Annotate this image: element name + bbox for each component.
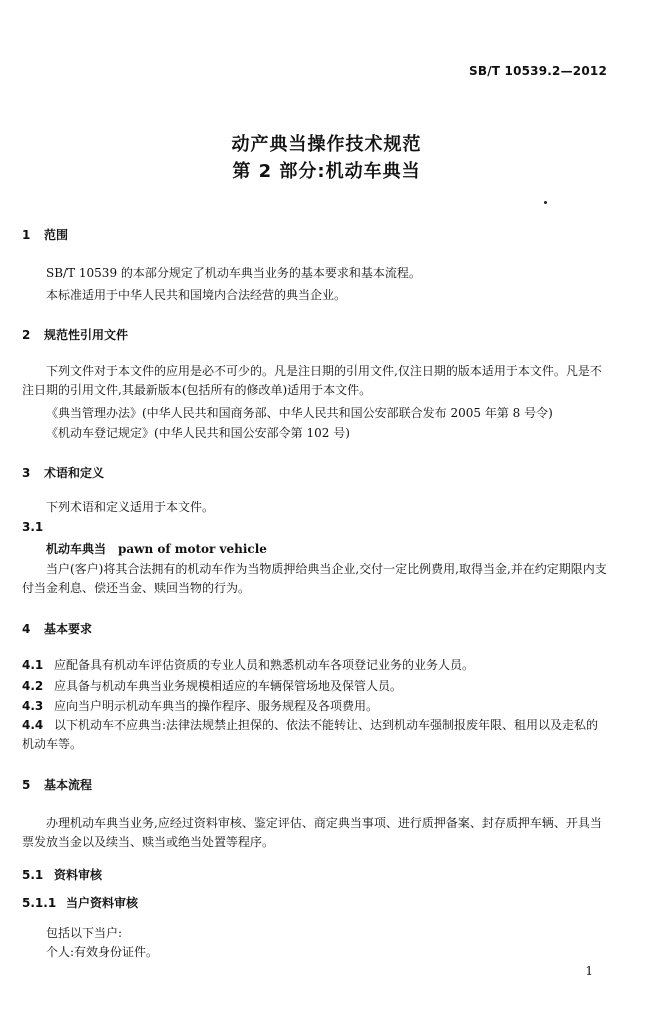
section-number: 1 <box>22 228 31 242</box>
standard-code: SB/T 10539.2—2012 <box>469 64 607 78</box>
item-text: 应配备具有机动车评估资质的专业人员和熟悉机动车各项登记业务的业务人员。 <box>54 658 475 672</box>
section-number: 2 <box>22 328 31 342</box>
page-number: 1 <box>585 964 593 978</box>
section-2-paragraph: 下列文件对于本文件的应用是必不可少的。凡是注日期的引用文件,仅注日期的版本适用于本文件。凡是不注日期的引用文件,其最新版本(包括所有的修改单)适用于本文件。 <box>22 364 602 397</box>
section-1-heading <box>22 226 68 243</box>
item-number: 4.4 <box>22 718 44 732</box>
section-title: 规范性引用文件 <box>44 328 129 342</box>
requirement-item <box>22 716 607 754</box>
section-3-paragraph: 下列术语和定义适用于本文件。 <box>46 500 215 514</box>
section-4-heading <box>22 620 92 637</box>
item-text: 应具备与机动车典当业务规模相适应的车辆保管场地及保管人员。 <box>54 679 403 693</box>
list-item: 个人:有效身份证件。 <box>46 945 159 959</box>
subsection-title: 资料审核 <box>54 868 103 882</box>
section-1-paragraph-1: SB/T 10539 的本部分规定了机动车典当业务的基本要求和基本流程。 <box>46 266 421 280</box>
term-english: pawn of motor vehicle <box>118 542 267 556</box>
section-title: 基本流程 <box>44 778 93 792</box>
section-2-heading <box>22 326 128 343</box>
section-title: 范围 <box>44 228 69 242</box>
section-3-heading <box>22 464 104 481</box>
subsection-5-1-heading <box>22 866 102 883</box>
item-text: 以下机动车不应典当:法律法规禁止担保的、依法不能转让、达到机动车强制报废年限、租用以及走私的机动车等。 <box>22 718 599 751</box>
reference-1: 《典当管理办法》(中华人民共和国商务部、中华人民共和国公安部联合发布 2005 年第 8 号令) <box>46 406 553 420</box>
section-5-heading <box>22 776 92 793</box>
reference-2: 《机动车登记规定》(中华人民共和国公安部令第 102 号) <box>46 426 350 440</box>
subsection-number: 5.1.1 <box>22 896 57 910</box>
section-number: 5 <box>22 778 31 792</box>
term-entry <box>46 540 267 557</box>
clause-number: 3.1 <box>22 520 44 534</box>
section-1-paragraph-2: 本标准适用于中华人民共和国境内合法经营的典当企业。 <box>46 288 347 302</box>
requirement-item <box>22 677 607 696</box>
requirement-item <box>22 697 607 716</box>
section-title: 术语和定义 <box>44 466 105 480</box>
item-number: 4.1 <box>22 658 44 672</box>
item-number: 4.2 <box>22 679 44 693</box>
term-chinese: 机动车典当 <box>46 542 107 556</box>
requirement-item <box>22 656 607 675</box>
scan-speck <box>544 201 547 204</box>
document-subtitle: 第 2 部分:机动车典当 <box>232 161 421 182</box>
section-number: 3 <box>22 466 31 480</box>
section-title: 基本要求 <box>44 622 93 636</box>
section-number: 4 <box>22 622 31 636</box>
section-5-paragraph: 办理机动车典当业务,应经过资料审核、鉴定评估、商定典当事项、进行质押备案、封存质押车辆、开具当票发放当金以及续当、赎当或绝当处置等程序。 <box>22 816 602 849</box>
document-title: 动产典当操作技术规范 <box>231 134 422 155</box>
item-number: 4.3 <box>22 699 44 713</box>
subsection-number: 5.1 <box>22 868 44 882</box>
list-intro: 包括以下当户: <box>46 926 123 940</box>
item-text: 应向当户明示机动车典当的操作程序、服务规程及各项费用。 <box>54 699 379 713</box>
term-definition: 当户(客户)将其合法拥有的机动车作为当物质押给典当企业,交付一定比例费用,取得当金,并在约定期限内支付当金利息、偿还当金、赎回当物的行为。 <box>22 562 607 595</box>
subsection-5-1-1-heading <box>22 894 138 911</box>
subsection-title: 当户资料审核 <box>66 896 139 910</box>
